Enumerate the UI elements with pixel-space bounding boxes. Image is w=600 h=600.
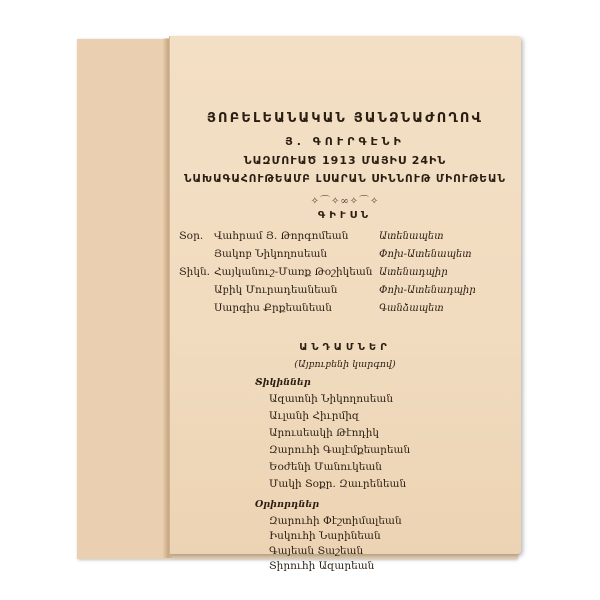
- direction-name: Սարգիս Քրքեանեան: [214, 302, 332, 314]
- member-name: Իսկուհի Նարինեան: [269, 530, 381, 542]
- direction-role: Ատենադպիր: [379, 267, 448, 278]
- direction-role: Ատենապետ: [379, 231, 444, 242]
- date-line: ՆԱԶՄՈՒԱԾ 1913 ՄԱՅԻՍ 24ԻՆ: [243, 154, 447, 167]
- committee-heading: ՅՈԲԵԼԵԱՆԱԿԱՆ ՅԱՆՁՆԱԺՈՂՈՎ: [206, 111, 484, 126]
- direction-name: Հայկանուշ-Մառք Թօշիկեան: [214, 266, 373, 278]
- members-note: (Այբուբենի կարգով): [294, 359, 396, 370]
- direction-name: Աբիկ Մուրադեանեան: [214, 284, 338, 296]
- member-name: Զարուհի Փէշտիմալեան: [269, 515, 402, 527]
- book: [77, 36, 523, 572]
- direction-title: ԳԻՒՍՆ: [317, 210, 373, 221]
- direction-role: Փոխ-Ատենադպիր: [379, 285, 476, 296]
- direction-role: Գանձապետ: [379, 303, 444, 314]
- direction-prefix: Տիկն.: [179, 266, 210, 278]
- member-name: Գայեան Տաշեան: [269, 545, 364, 557]
- direction-name: Յակոբ Նիկողոսեան: [214, 248, 328, 260]
- member-name: Ազատնի Նիկողոսեան: [269, 393, 394, 405]
- ornament-divider: ✧⌒✧∞✧⌒✧: [310, 196, 380, 207]
- direction-role: Փոխ-Ատենապետ: [379, 249, 472, 260]
- member-name: Մակի Տօքր. Զաւրենեան: [269, 478, 407, 490]
- direction-name: Վահրամ Յ. Թորգոմեան: [214, 230, 349, 242]
- member-name: Արուսեակի Թէոդիկ: [269, 427, 379, 439]
- member-name: Տիրուհի Ազարեան: [269, 560, 375, 572]
- misses-label: Օրիորդներ: [255, 499, 320, 510]
- member-name: Զարուհի Գալէմքեարեան: [269, 444, 411, 456]
- presidency-line: ՆԱԽԱԳԱՀՈՒԹԵԱՄԲ ԼՍԱՐԱՆ ՍԻՆՆՈՒԹ ՄԻՈՒԹԵԱՆ: [184, 173, 506, 185]
- direction-prefix: Տօր.: [179, 230, 204, 242]
- honoree-name: Յ. ԳՈՒՐԳԷՆԻ: [285, 135, 405, 148]
- ladies-label: Տիկիններ: [255, 377, 311, 388]
- members-title: ԱՆԴԱՄՆԵՐ: [299, 342, 391, 353]
- member-name: Աւլանի Հիւրմիզ: [269, 410, 360, 422]
- member-name: Եօժենի Մանուկեան: [269, 461, 382, 473]
- title-page: [169, 36, 521, 572]
